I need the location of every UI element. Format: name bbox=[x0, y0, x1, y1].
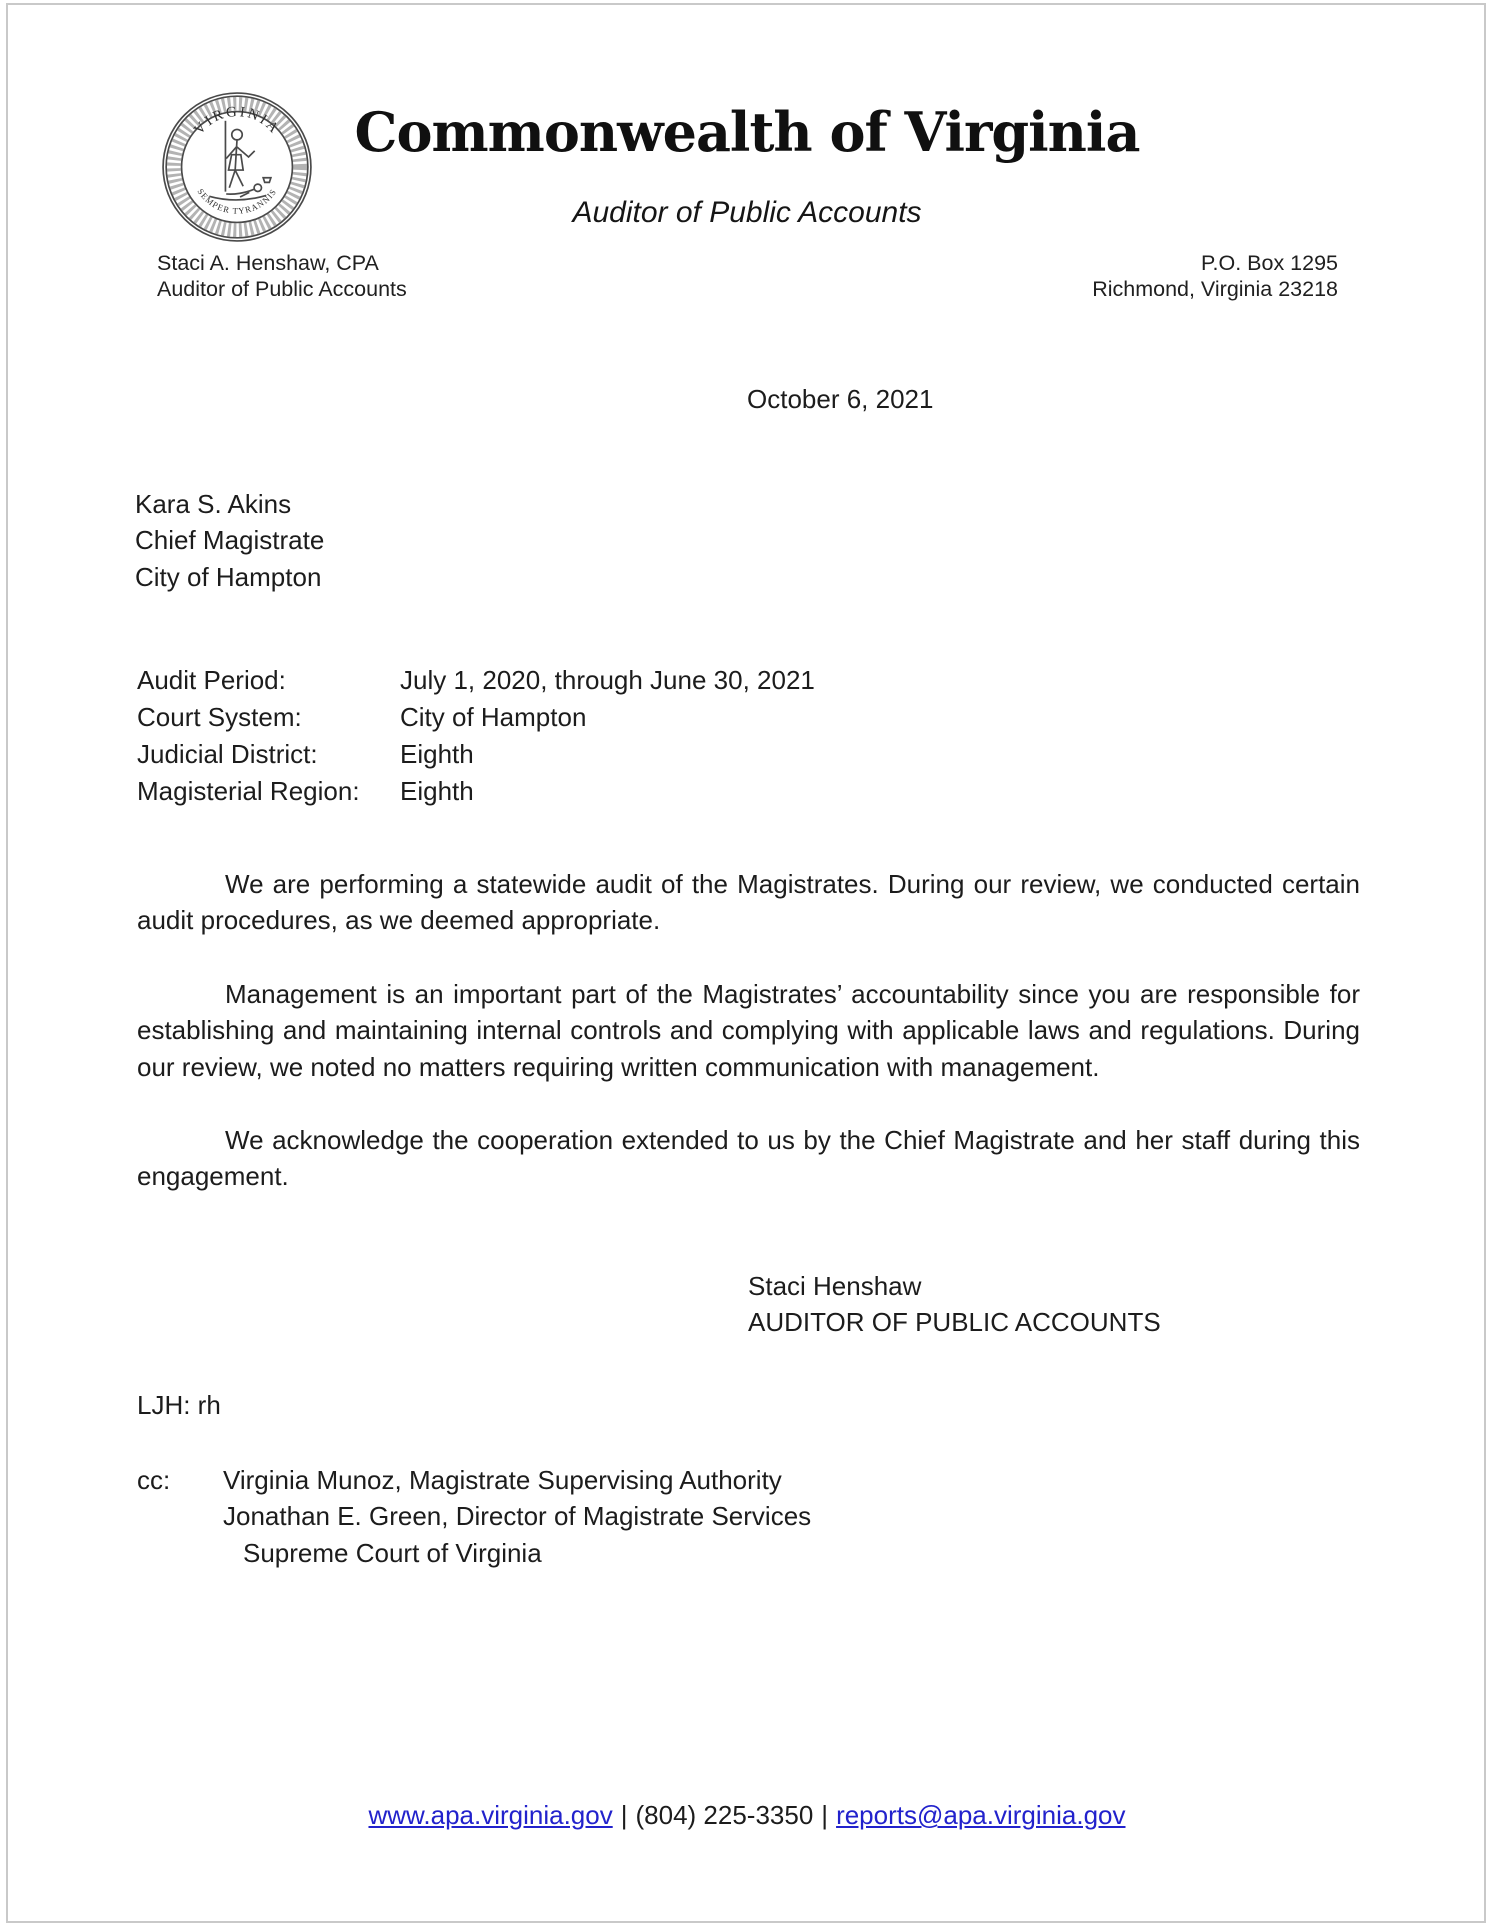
detail-row-court-system bbox=[137, 699, 815, 736]
detail-label: Magisterial Region: bbox=[137, 776, 360, 806]
recipient-title: Chief Magistrate bbox=[135, 525, 325, 556]
seal-top-text: VIRGINIA bbox=[191, 103, 283, 138]
seal-bottom-text: SEMPER TYRANNIS bbox=[195, 186, 279, 216]
recipient-block bbox=[135, 486, 324, 595]
cc-recipient-1: Virginia Munoz, Magistrate Supervising Authority bbox=[223, 1465, 782, 1495]
footer-phone: (804) 225-3350 bbox=[635, 1800, 814, 1830]
detail-value: City of Hampton bbox=[400, 702, 587, 732]
detail-row-judicial-district bbox=[137, 736, 815, 773]
detail-row-audit-period bbox=[137, 662, 815, 699]
letter-body bbox=[137, 866, 1360, 1232]
signature-name: Staci Henshaw bbox=[748, 1271, 922, 1301]
body-paragraph-3: We acknowledge the cooperation extended to us by the Chief Magistrate and her staff during this engagement. bbox=[137, 1125, 1360, 1192]
cc-recipients bbox=[223, 1462, 811, 1571]
detail-value: July 1, 2020, through June 30, 2021 bbox=[400, 665, 815, 695]
signature-title: AUDITOR OF PUBLIC ACCOUNTS bbox=[748, 1307, 1161, 1338]
reference-initials: LJH: rh bbox=[137, 1390, 221, 1420]
recipient-name: Kara S. Akins bbox=[135, 489, 292, 519]
cc-recipient-3: Supreme Court of Virginia bbox=[243, 1537, 542, 1568]
header-address bbox=[1092, 250, 1338, 302]
cc-label: cc: bbox=[137, 1465, 171, 1495]
detail-label: Court System: bbox=[137, 702, 302, 732]
body-paragraph-1: We are performing a statewide audit of the Magistrates. During our review, we conducted certain audit procedures, as we deemed appropriate. bbox=[137, 869, 1360, 936]
recipient-org: City of Hampton bbox=[135, 561, 322, 592]
letter-date: October 6, 2021 bbox=[747, 384, 934, 414]
auditor-title: Auditor of Public Accounts bbox=[157, 277, 407, 301]
detail-value: Eighth bbox=[400, 776, 474, 806]
footer-email-link[interactable]: reports@apa.virginia.gov bbox=[836, 1800, 1126, 1830]
cc-block bbox=[137, 1462, 811, 1571]
header-auditor-identity bbox=[157, 250, 407, 302]
org-title: Commonwealth of Virginia bbox=[354, 100, 1140, 164]
detail-row-magisterial-region bbox=[137, 773, 815, 810]
audit-details bbox=[137, 662, 815, 810]
signature-block bbox=[748, 1268, 1161, 1341]
footer-separator-1: | bbox=[620, 1800, 628, 1830]
detail-label: Judicial District: bbox=[137, 739, 318, 769]
footer-separator-2: | bbox=[821, 1800, 829, 1830]
footer-website-link[interactable]: www.apa.virginia.gov bbox=[368, 1800, 613, 1830]
auditor-name: Staci A. Henshaw, CPA bbox=[157, 251, 379, 275]
address-po-box: P.O. Box 1295 bbox=[1200, 251, 1338, 275]
address-city: Richmond, Virginia 23218 bbox=[1092, 277, 1338, 301]
cc-recipient-2: Jonathan E. Green, Director of Magistrate Services bbox=[223, 1501, 812, 1532]
org-subtitle: Auditor of Public Accounts bbox=[572, 196, 922, 229]
detail-label: Audit Period: bbox=[137, 665, 286, 695]
body-paragraph-2: Management is an important part of the Magistrates’ accountability since you are responsible for establishing and maintaining internal controls and complying with applicable laws and regulations. During our review, we noted no matters requiring written communication with management. bbox=[137, 978, 1360, 1082]
footer-contact-line bbox=[0, 1800, 1494, 1831]
detail-value: Eighth bbox=[400, 739, 474, 769]
